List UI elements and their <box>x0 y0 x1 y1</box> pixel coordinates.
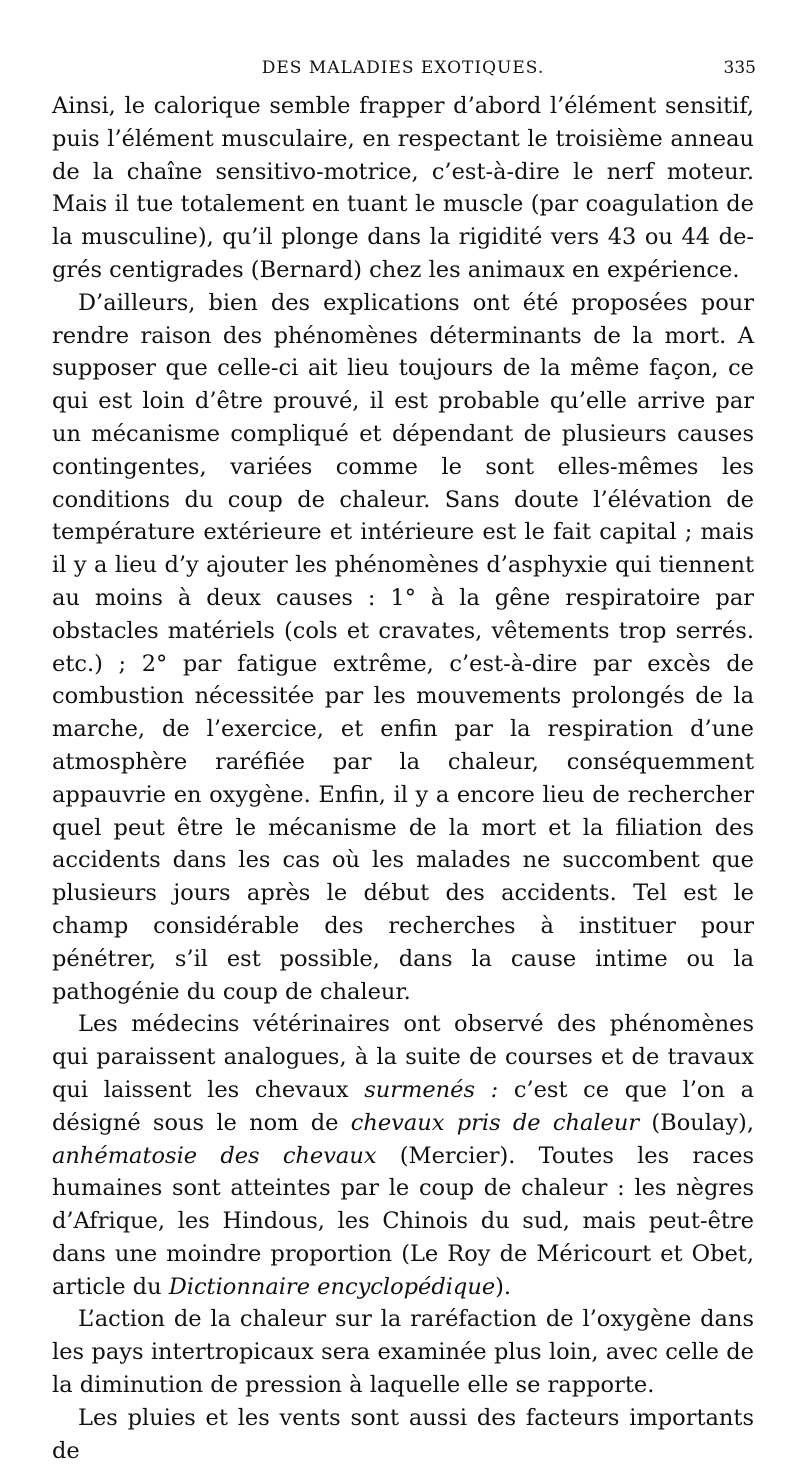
paragraph-text: (Mercier). Toutes les races humaines sont atteintes par le coup de chaleur : les nègres d’Afrique, les Hindous, les Chinois du sud, mais peut-être dans une moindre proportion (Le Roy de Méricourt et Obet, article du <box>52 1142 754 1300</box>
paragraph-text: Les pluies et les vents sont aussi des facteurs importants de <box>52 1404 754 1464</box>
running-head: DES MALADIES EXOTIQUES. <box>261 58 545 78</box>
paragraph-text: D’ailleurs, bien des explications ont été proposées pour rendre raison des phénomènes déterminants de la mort. A supposer que celle-ci ait lieu toujours de la même façon, ce qui est loin d’être prouvé, il est probable qu’elle arrive par un mécanisme compliqué et dépendant de plusieurs causes contingentes, variées comme le sont elles-mêmes les conditions du coup de chaleur. Sans doute l’élévation de température extérieure et intérieure est le fait capital ; mais il y a lieu d’y ajouter les phénomènes d’asphyxie qui tiennent au moins à deux causes : 1° à la gêne respiratoire par obstacles matériels (cols et cravates, vêtements trop serrés. etc.) ; 2° par fatigue extrême, c’est-à-dire par excès de combustion nécessitée par les mouvements prolongés de la marche, de l’exercice, et enfin par la respiration d’une atmosphère raréfiée par la chaleur, conséquemment appauvrie en oxygène. Enfin, il y a encore lieu de rechercher quel peut être le mécanisme de la mort et la filiation des accidents dans les cas où les malades ne succombent que plusieurs jours après le début des accidents. Tel est le champ considérable des recherches à instituer pour pénétrer, s’il est possible, dans la cause intime ou la pathogénie du coup de chaleur. <box>52 289 754 1005</box>
book-page <box>52 56 754 1467</box>
paragraph-1 <box>52 90 754 287</box>
paragraph-4 <box>52 1303 754 1401</box>
paragraph-text: L’action de la chaleur sur la raréfaction de l’oxygène dans les pays intertropicaux sera examinée plus loin, avec celle de la diminution de pression à laquelle elle se rapporte. <box>52 1306 754 1399</box>
page-number: 335 <box>723 58 756 78</box>
italic-term: anhématosie des chevaux <box>52 1142 377 1169</box>
paragraph-text: (Boulay), <box>639 1109 754 1136</box>
italic-term: surmenés : <box>364 1076 499 1103</box>
paragraph-5 <box>52 1402 754 1467</box>
paragraph-text: ). <box>495 1273 512 1300</box>
italic-term: chevaux pris de chaleur <box>350 1109 640 1136</box>
page-header <box>52 56 754 82</box>
paragraph-text: Les médecins vétérinaires ont observé des phénomènes qui paraissent analogues, à la suite de courses et de travaux qui laissent les chevaux <box>52 1011 754 1103</box>
paragraph-text: Ainsi, le calorique semble frapper d’abord l’élément sensitif, puis l’élément musculaire, en respectant le troisième anneau de la chaîne sensitivo-motrice, c’est-à-dire le nerf moteur. Mais il tue totalement en tuant le muscle (par coagulation de la musculine), qu’il plonge dans la rigidité vers 43 ou 44 degrés centigrades (Bernard) chez les animaux en expérience. <box>52 93 754 283</box>
paragraph-2 <box>52 287 754 1009</box>
italic-term: Dictionnaire encyclopédique <box>168 1273 496 1300</box>
paragraph-text: c’est ce que l’on a désigné sous le nom de <box>52 1076 755 1136</box>
paragraph-3 <box>52 1008 754 1303</box>
